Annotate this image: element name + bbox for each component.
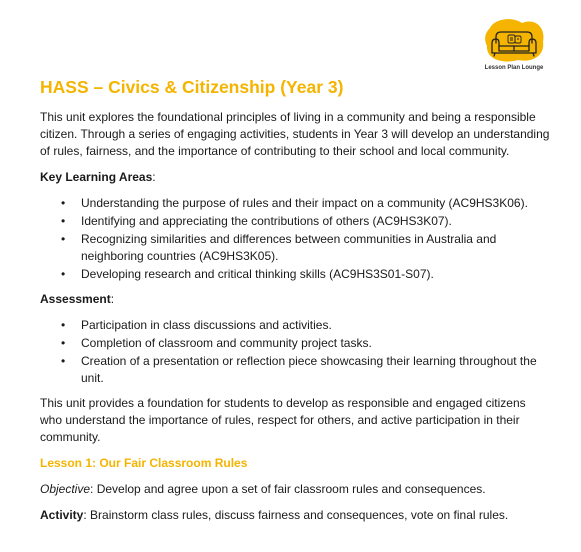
activity-label: Activity — [40, 508, 84, 522]
assessment-heading-text: Assessment — [40, 292, 111, 306]
list-item: • Recognizing similarities and differences between communities in Australia and neighboring countries (AC9HS3K05). — [81, 231, 550, 265]
assessment-heading — [40, 291, 550, 308]
key-learning-heading-text: Key Learning Areas — [40, 170, 153, 184]
list-item: • Developing research and critical thinking skills (AC9HS3S01-S07). — [81, 266, 550, 283]
list-item: • Participation in class discussions and activities. — [81, 317, 550, 334]
assessment-list — [40, 317, 550, 387]
objective-label: Objective — [40, 482, 91, 496]
list-item: • Completion of classroom and community project tasks. — [81, 335, 550, 352]
logo-text: Lesson Plan Lounge — [484, 65, 544, 71]
document-body — [40, 109, 550, 533]
intro-paragraph: This unit explores the foundational principles of living in a community and being a responsible citizen. Through a series of engaging activities, students in Year 3 will develop an understanding of rules, fairness, and the importance of contributing to their school and local community. — [40, 110, 550, 158]
lesson-plan-lounge-logo — [478, 18, 550, 76]
key-learning-heading-colon: : — [152, 170, 156, 184]
list-item: • Creation of a presentation or reflection piece showcasing their learning throughout the unit. — [81, 353, 550, 387]
lesson-1-objective — [40, 481, 550, 498]
page-title: HASS – Civics & Citizenship (Year 3) — [40, 77, 344, 97]
lesson-1-title: Lesson 1: Our Fair Classroom Rules — [40, 456, 248, 470]
conclusion-paragraph: This unit provides a foundation for students to develop as responsible and engaged citizens who understand the importance of rules, respect for others, and active participation in their community. — [40, 396, 526, 444]
activity-text: : Brainstorm class rules, discuss fairness and consequences, vote on final rules. — [83, 508, 509, 522]
key-learning-list — [40, 195, 550, 283]
list-item: • Identifying and appreciating the contributions of others (AC9HS3K07). — [81, 213, 550, 230]
assessment-heading-colon: : — [110, 292, 115, 306]
list-item: • Understanding the purpose of rules and their impact on a community (AC9HS3K06). — [81, 195, 550, 212]
sofa-icon — [482, 18, 546, 64]
objective-text: : Develop and agree upon a set of fair classroom rules and consequences. — [90, 482, 486, 496]
lesson-1-activity — [40, 507, 550, 524]
key-learning-heading — [40, 169, 550, 186]
